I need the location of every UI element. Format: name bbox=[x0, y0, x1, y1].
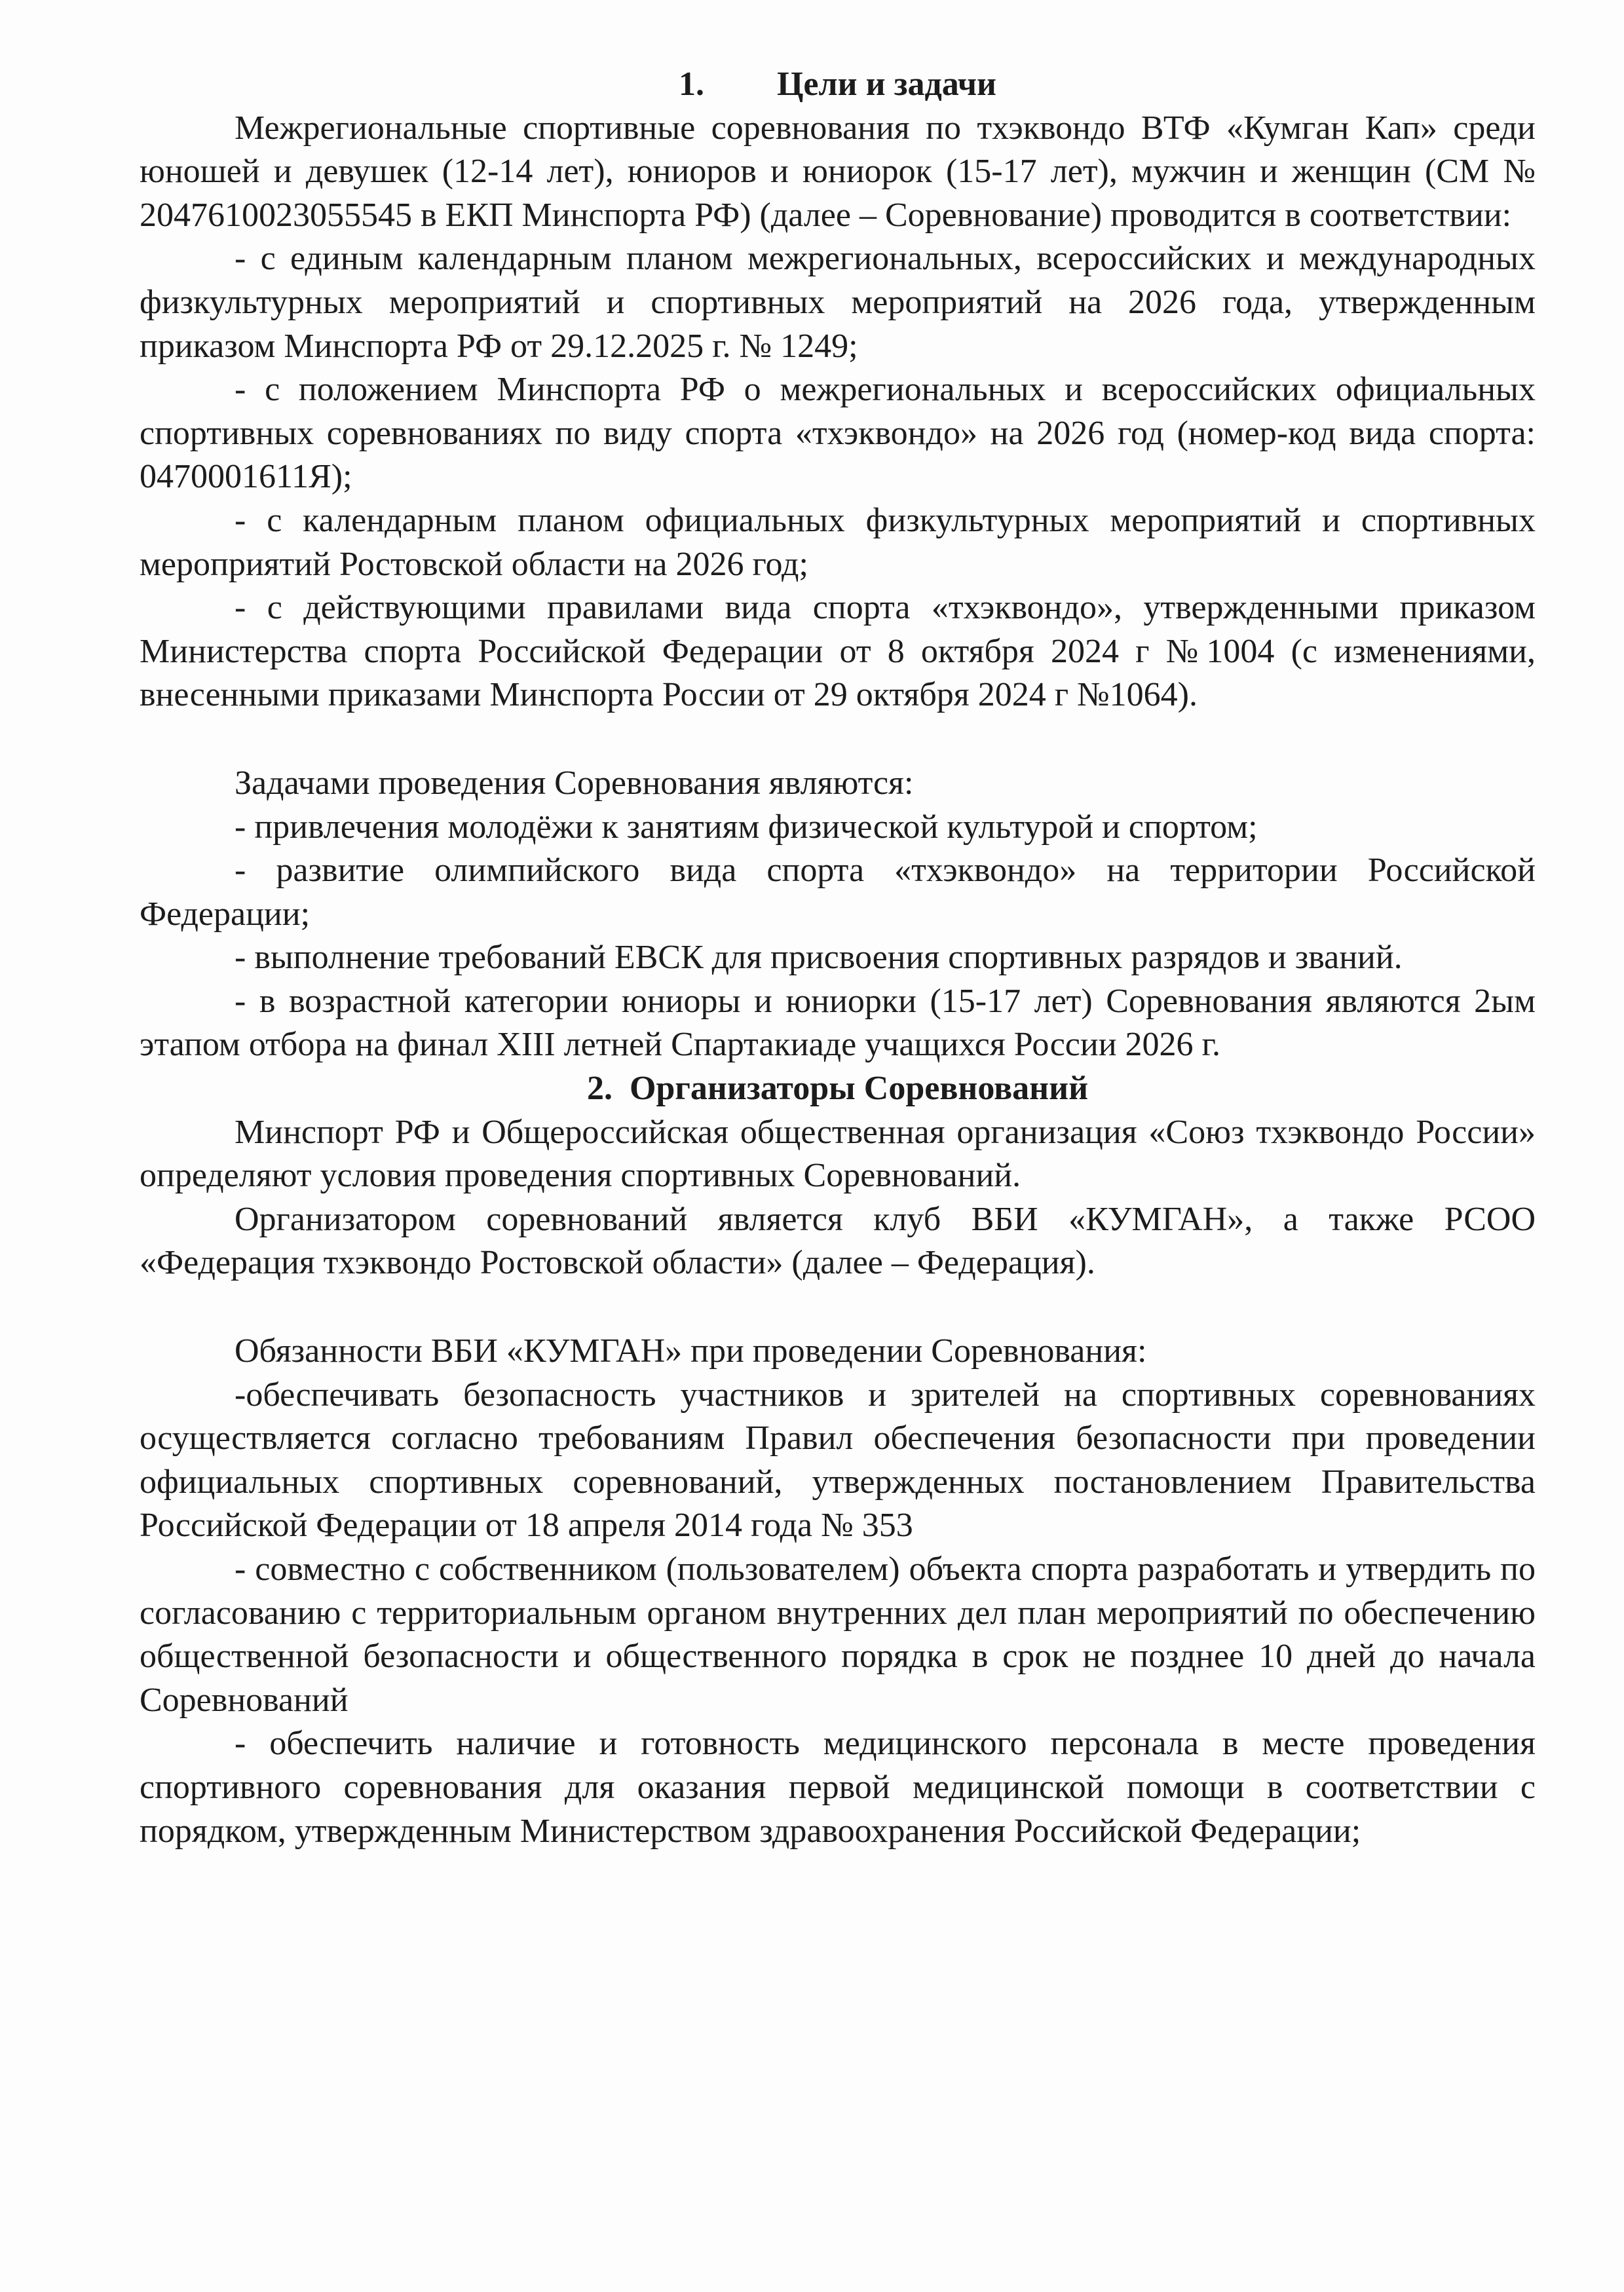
basis-item: - с действующими правилами вида спорта «тхэквондо», утвержденными приказом Министерства спорта Российской Федерации от 8 октября 2024 г №1004 (с изменениями, внесенными приказами Минспорта России от 29 октября 2024 г №1064). bbox=[140, 589, 1536, 714]
task-item: - развитие олимпийского вида спорта «тхэквондо» на территории Российской Федерации; bbox=[140, 852, 1536, 933]
section-1-heading bbox=[140, 63, 1536, 107]
section-1-title: Цели и задачи bbox=[776, 66, 997, 103]
section-2-title: Организаторы Соревнований bbox=[629, 1070, 1089, 1108]
tasks-title: Задачами проведения Соревнования являются: bbox=[235, 764, 914, 802]
duty-item: -обеспечивать безопасность участников и зрителей на спортивных соревнованиях осуществляется согласно требованиям Правил обеспечения безопасности при проведении официальных спортивных соревнований, утвержденных постановлением Правительства Российской Федерации от 18 апреля 2014 года № 353 bbox=[140, 1376, 1536, 1545]
section-2-number: 2. bbox=[586, 1070, 613, 1108]
spacer bbox=[140, 717, 1536, 762]
section-1-number: 1. bbox=[678, 66, 704, 103]
task-item: - привлечения молодёжи к занятиям физической культурой и спортом; bbox=[235, 808, 1258, 846]
basis-item: - с единым календарным планом межрегиональных, всероссийских и международных физкультурных мероприятий и спортивных мероприятий на 2026 года, утвержденным приказом Минспорта РФ от 29.12.2025 г. № 1249; bbox=[140, 240, 1536, 365]
task-item: - выполнение требований ЕВСК для присвоения спортивных разрядов и званий. bbox=[235, 939, 1403, 977]
spacer bbox=[140, 1285, 1536, 1330]
duties-title: Обязанности ВБИ «КУМГАН» при проведении Соревнования: bbox=[235, 1332, 1147, 1370]
section-1-intro: Межрегиональные спортивные соревнования по тхэквондо ВТФ «Кумган Кап» среди юношей и девушек (12-14 лет), юниоров и юниорок (15-17 лет), мужчин и женщин (СМ № 2047610023055545 в ЕКП Минспорта РФ) (далее – Соревнование) проводится в соответствии: bbox=[140, 109, 1536, 234]
section-2-paragraph: Минспорт РФ и Общероссийская общественная организация «Союз тхэквондо России» определяют условия проведения спортивных Соревнований. bbox=[140, 1113, 1536, 1195]
duty-item: - совместно с собственником (пользователем) объекта спорта разработать и утвердить по согласованию с территориальным органом внутренних дел план мероприятий по обеспечению общественной безопасности и общественного порядка в срок не позднее 10 дней до начала Соревнований bbox=[140, 1550, 1536, 1719]
section-2-heading bbox=[140, 1067, 1536, 1111]
section-2-paragraph: Организатором соревнований является клуб ВБИ «КУМГАН», а также РСОО «Федерация тхэквондо Ростовской области» (далее – Федерация). bbox=[140, 1200, 1536, 1282]
basis-item: - с календарным планом официальных физкультурных мероприятий и спортивных мероприятий Ростовской области на 2026 год; bbox=[140, 501, 1536, 583]
basis-item: - с положением Минспорта РФ о межрегиональных и всероссийских официальных спортивных соревнованиях по виду спорта «тхэквондо» на 2026 год (номер-код вида спорта: 0470001611Я); bbox=[140, 371, 1536, 496]
task-item: - в возрастной категории юниоры и юниорки (15-17 лет) Соревнования являются 2ым этапом отбора на финал XIII летней Спартакиаде учащихся России 2026 г. bbox=[140, 982, 1536, 1064]
duty-item: - обеспечить наличие и готовность медицинского персонала в месте проведения спортивного соревнования для оказания первой медицинской помощи в соответствии с порядком, утвержденным Министерством здравоохранения Российской Федерации; bbox=[140, 1725, 1536, 1850]
